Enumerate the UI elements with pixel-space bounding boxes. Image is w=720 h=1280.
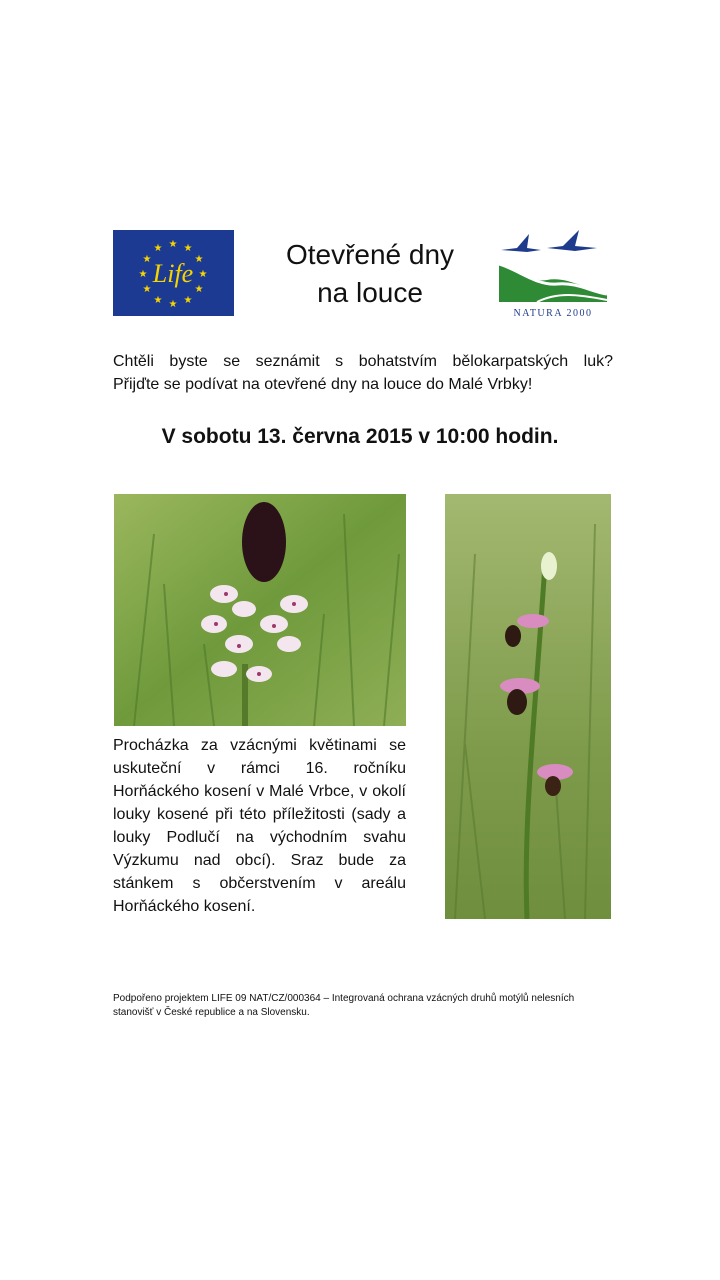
life-logo-text: Life [152,259,194,288]
eu-star-icon: ★ [138,269,148,280]
orchid-photo-2 [445,494,611,919]
eu-star-icon: ★ [183,243,193,254]
eu-stars-icon [113,230,234,316]
bird-icon [501,234,541,252]
intro-line-2: Přijďte se podívat na otevřené dny na louce do Malé Vrbky! [113,376,533,393]
eu-star-icon: ★ [142,254,152,265]
orchid-photo-1 [114,494,406,726]
natura-logo-text: NATURA 2000 [513,308,593,319]
eu-star-icon: ★ [198,269,208,280]
eu-star-icon: ★ [153,295,163,306]
title-line-2: na louce [317,277,423,308]
eu-star-icon: ★ [168,239,178,250]
event-description: Procházka za vzácnými květinami se uskuteční v rámci 16. ročníku Horňáckého kosení v Malé Vrbce, v okolí louky kosené při této příležitosti (sady a louky Podlučí na východním svahu Výzkumu nad obcí). Sraz bude za stánkem s občerstvením v areálu Horňáckého kosení. [113,737,406,915]
eu-star-icon: ★ [153,243,163,254]
eu-star-icon: ★ [168,299,178,310]
life-eu-logo [113,230,234,316]
intro-text [113,350,613,396]
title-line-1: Otevřené dny [285,239,455,270]
event-date: V sobotu 13. června 2015 v 10:00 hodin. [161,425,559,448]
eu-star-icon: ★ [194,254,204,265]
natura-2000-logo [497,228,609,320]
page-title [250,236,490,312]
svg-text:★★★: ★★★ [539,263,561,272]
intro-line-1: Chtěli byste se seznámit s bohatstvím bělokarpatských luk? [113,353,613,370]
svg-text:★ ★ ★: ★ ★ ★ [533,271,560,280]
eu-star-icon: ★ [183,295,193,306]
bird-icon [547,230,597,251]
eu-star-icon: ★ [142,284,152,295]
eu-star-icon: ★ [194,284,204,295]
funding-note: Podpořeno projektem LIFE 09 NAT/CZ/000364 – Integrovaná ochrana vzácných druhů motýlů nelesních stanovišť v České republice a na Slovensku. [113,993,575,1018]
